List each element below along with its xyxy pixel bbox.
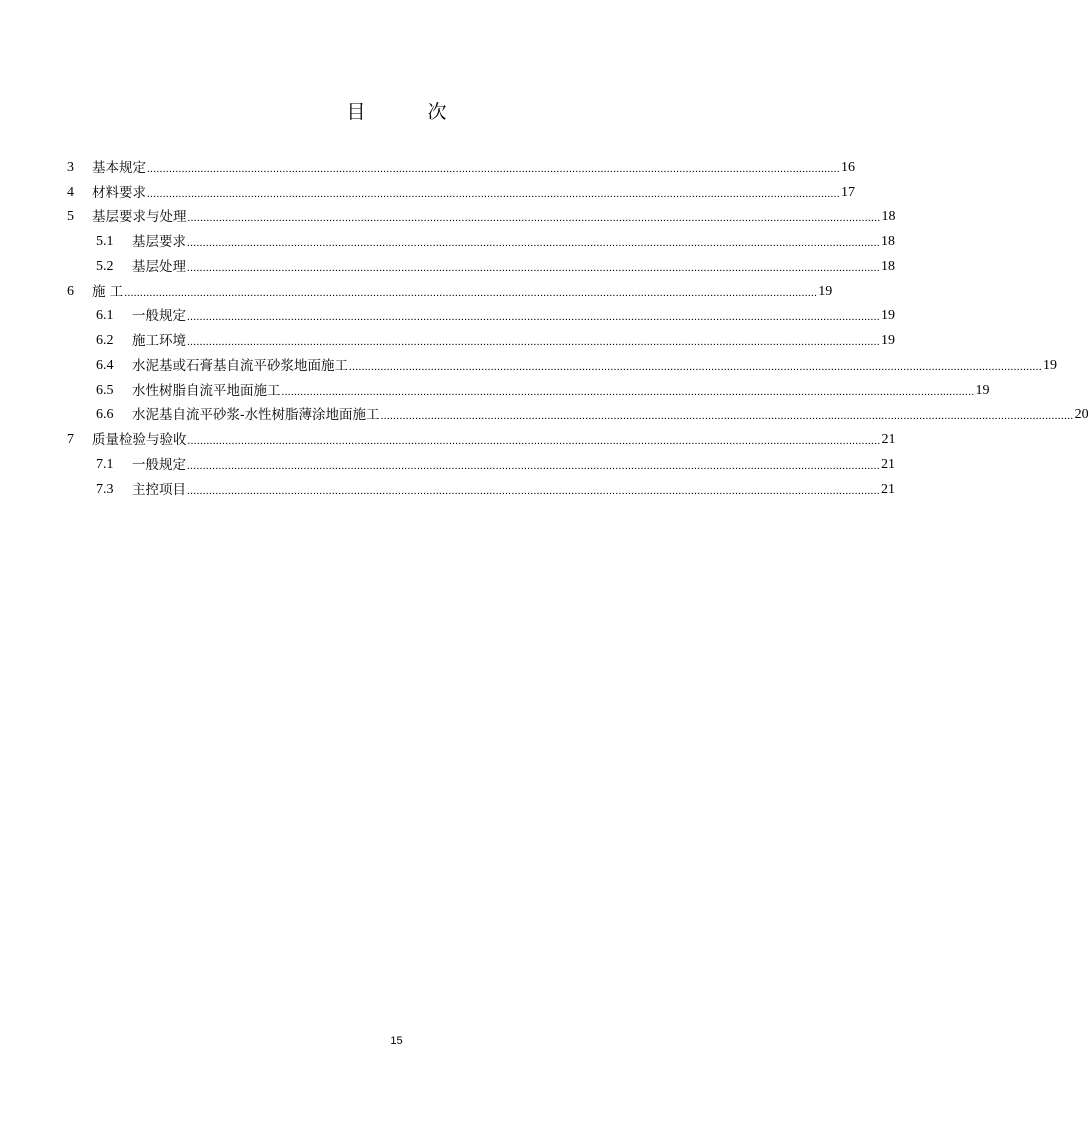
toc-entry-title: 水泥基自流平砂浆-水性树脂薄涂地面施工 [132,407,380,424]
toc-entry-title: 材料要求 [92,184,146,201]
toc-entry-page: 21 [881,481,895,497]
toc-entry-page: 19 [975,382,990,398]
toc-entry-number: 6.5 [96,382,114,398]
toc-dot-leader: ............................................................................................................................................................................................................................ [147,162,840,175]
toc-entry-page: 19 [881,333,895,348]
toc-dot-leader: ............................................................................................................................................................................................................................ [187,459,880,472]
toc-entry-6-5[interactable] [67,375,990,400]
toc-dot-leader: ............................................................................................................................................................................................................................ [187,212,881,225]
toc-entry-number: 5.1 [96,234,114,249]
toc-entry-title: 水泥基或石膏基自流平砂浆地面施工 [132,357,348,374]
toc-entry-title: 一般规定 [132,308,186,325]
toc-entry-6[interactable] [67,276,833,301]
page-number: 15 [390,1035,403,1047]
toc-entry-title: 质量检验与验收 [92,432,187,448]
toc-entry-title: 基层处理 [132,258,186,275]
toc-dot-leader: ............................................................................................................................................................................................................................ [147,187,840,200]
toc-entry-number: 5 [67,209,74,225]
toc-entry-page: 16 [841,159,855,175]
toc-entry-number: 6.2 [96,333,114,348]
toc-entry-page: 18 [881,234,895,249]
toc-entry-7-1[interactable] [67,449,895,474]
toc-entry-4[interactable] [67,177,855,202]
toc-entry-5[interactable] [67,202,896,227]
toc-entry-number: 6.1 [96,308,114,324]
toc-entry-page: 19 [881,308,895,324]
toc-entry-number: 3 [67,159,74,175]
toc-entry-page: 20 [1074,407,1089,423]
toc-entry-page: 19 [1043,357,1057,373]
toc-entry-page: 18 [881,258,895,274]
toc-dot-leader: ............................................................................................................................................................................................................................ [187,311,880,324]
toc-entry-7[interactable] [67,424,896,449]
toc-dot-leader: ............................................................................................................................................................................................................................ [124,286,818,299]
toc-entry-5-1[interactable] [67,226,895,251]
toc-entry-6-4[interactable] [67,350,1057,375]
toc-entry-number: 6.6 [96,407,114,423]
toc-entry-title: 一般规定 [132,456,186,473]
toc-entry-number: 5.2 [96,258,114,274]
toc-dot-leader: ............................................................................................................................................................................................................................ [380,410,1074,423]
toc-entry-number: 4 [67,184,74,200]
toc-entry-title: 基层要求与处理 [92,209,187,226]
toc-dot-leader: ............................................................................................................................................................................................................................ [349,360,1042,373]
toc-entry-number: 7.1 [96,456,114,472]
toc-entry-3[interactable] [67,152,855,177]
toc-entry-title: 施 工 [92,283,124,300]
toc-entry-title: 水性树脂自流平地面施工 [132,382,281,399]
toc-entry-page: 18 [881,209,896,225]
toc-entry-page: 21 [881,456,895,472]
toc-entry-6-1[interactable] [67,301,895,326]
toc-entry-number: 7 [67,432,74,447]
toc-entry-page: 21 [881,432,896,447]
toc-entry-7-3[interactable] [67,474,895,499]
toc-dot-leader: ............................................................................................................................................................................................................................ [187,435,881,447]
toc-dot-leader: ............................................................................................................................................................................................................................ [281,385,975,398]
toc-entry-title: 施工环境 [132,333,186,349]
toc-dot-leader: ............................................................................................................................................................................................................................ [187,261,880,274]
toc-entry-5-2[interactable] [67,251,895,276]
table-of-contents [67,152,1089,499]
toc-dot-leader: ............................................................................................................................................................................................................................ [187,336,880,348]
toc-dot-leader: ............................................................................................................................................................................................................................ [187,484,880,497]
toc-entry-page: 19 [818,283,833,299]
toc-entry-6-6[interactable] [67,400,1089,425]
toc-entry-number: 6 [67,283,74,299]
toc-entry-6-2[interactable] [67,325,895,350]
toc-dot-leader: ............................................................................................................................................................................................................................ [187,237,880,249]
toc-entry-number: 7.3 [96,481,114,497]
toc-entry-title: 基层要求 [132,234,186,250]
page-title: 目 次 [346,101,475,123]
toc-entry-title: 主控项目 [132,481,186,498]
toc-entry-number: 6.4 [96,357,114,373]
toc-entry-page: 17 [841,184,855,200]
toc-entry-title: 基本规定 [92,159,146,176]
